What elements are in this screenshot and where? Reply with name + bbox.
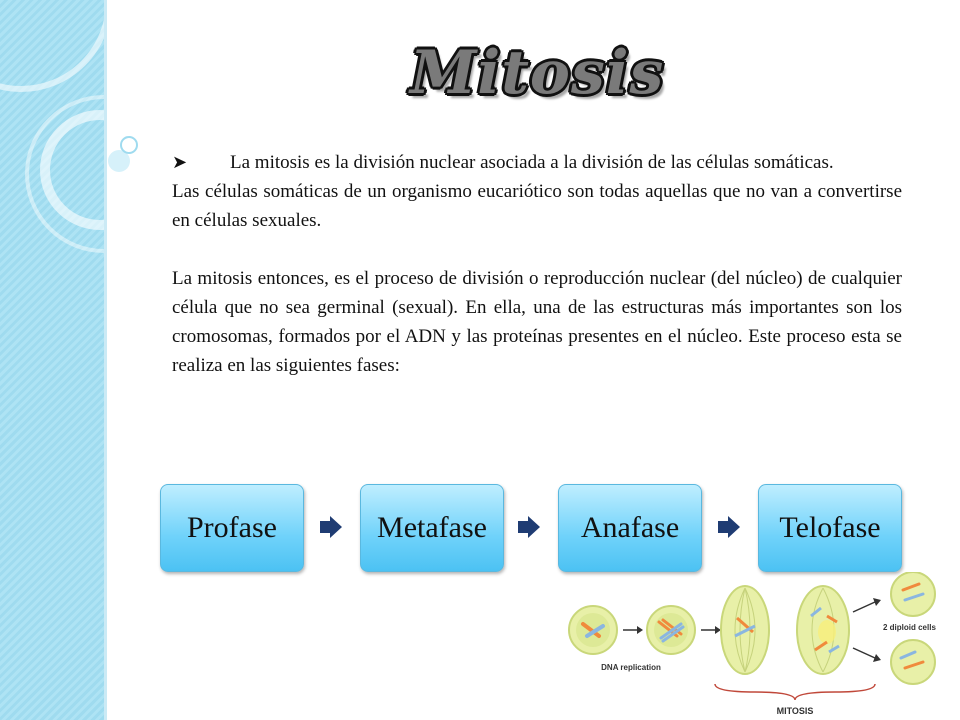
- phase-box-telofase: Telofase: [758, 484, 902, 572]
- dna-replication-label: DNA replication: [601, 663, 661, 672]
- mitosis-label: MITOSIS: [776, 706, 814, 716]
- right-arrow-icon: [318, 514, 344, 540]
- paragraph-mitosis-process: La mitosis entonces, es el proceso de división o reproducción nuclear (del núcleo) de cualquier célula que no sea germinal (sexual). En ella, una de las estructuras más importantes son los cromosomas, formados por el ADN y las proteínas presentes en el núcleo. Este proceso esta se realiza en las siguientes fases:: [172, 268, 902, 376]
- diploid-cells-label: 2 diploid cells: [883, 623, 936, 632]
- decorative-bubble: [120, 136, 138, 154]
- cell-anaphase: [797, 586, 849, 674]
- phase-box-metafase: Metafase: [360, 484, 504, 572]
- phase-flow: [160, 484, 902, 572]
- bullet-text: La mitosis es la división nuclear asociada a la división de las células somáticas.: [230, 152, 834, 173]
- daughter-cell-bottom: [891, 640, 935, 684]
- bullet-item: [172, 148, 902, 177]
- decorative-side-band: [0, 0, 106, 720]
- phase-box-profase: Profase: [160, 484, 304, 572]
- cell-before-replication: [569, 606, 617, 654]
- cell-metaphase: [721, 586, 769, 674]
- slide-body: [172, 148, 902, 380]
- mitosis-illustration: [565, 572, 955, 720]
- decorative-ring: [0, 0, 106, 92]
- cell-after-replication: [647, 606, 695, 654]
- paragraph-somatic-cells: Las células somáticas de un organismo eucariótico son todas aquellas que no van a convertirse en células sexuales.: [172, 181, 902, 231]
- slide-title: Mitosis: [410, 38, 665, 108]
- daughter-cell-top: [891, 572, 935, 616]
- band-edge: [104, 0, 107, 720]
- arrow-bullet-icon: ➤: [172, 152, 188, 172]
- phase-box-anafase: Anafase: [558, 484, 702, 572]
- right-arrow-icon: [516, 514, 542, 540]
- right-arrow-icon: [716, 514, 742, 540]
